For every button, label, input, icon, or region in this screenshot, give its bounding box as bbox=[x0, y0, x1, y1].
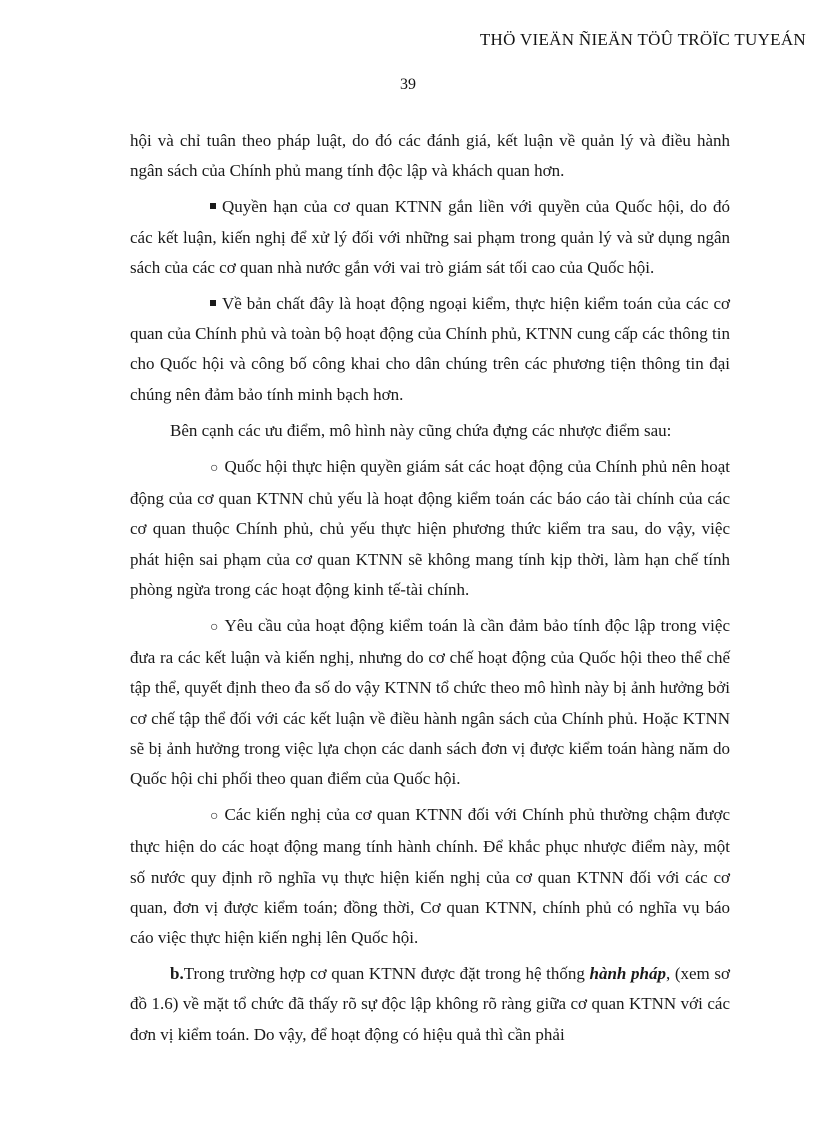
emphasis-text: hành pháp bbox=[589, 964, 666, 984]
square-bullet-icon bbox=[170, 192, 216, 222]
paragraph bbox=[130, 126, 730, 186]
bullet-paragraph bbox=[130, 452, 730, 605]
bullet-paragraph bbox=[130, 192, 730, 283]
section-paragraph bbox=[130, 959, 730, 1050]
circle-bullet-icon: ○ bbox=[210, 809, 219, 825]
paragraph-text: Trong trường hợp cơ quan KTNN được đặt trong hệ thống bbox=[183, 964, 590, 984]
bullet-paragraph bbox=[130, 800, 730, 953]
square-bullet-icon bbox=[170, 289, 216, 319]
document-body bbox=[130, 126, 730, 1056]
bullet-paragraph bbox=[130, 611, 730, 794]
circle-bullet-icon: ○ bbox=[210, 620, 219, 636]
paragraph-text: Quốc hội thực hiện quyền giám sát các hoạt động của Chính phủ nên hoạt động của cơ quan KTNN chủ yếu là hoạt động kiểm toán các báo cáo tài chính của các cơ quan thuộc Chính phủ, chủ yếu thực hiện phương thức kiểm tra sau, do vậy, việc phát hiện sai phạm của cơ quan KTNN sẽ không mang tính kịp thời, làm hạn chế tính phòng ngừa trong các hoạt động kinh tế-tài chính. bbox=[130, 457, 730, 599]
page-header: THÖ VIEÄN ÑIEÄN TÖÛ TRÖÏC TUYEÁN bbox=[479, 30, 806, 49]
section-label: b. bbox=[170, 964, 184, 984]
page-number: 39 bbox=[400, 76, 416, 93]
paragraph-text: Quyền hạn của cơ quan KTNN gắn liền với quyền của Quốc hội, do đó các kết luận, kiến nghị để xử lý đối với những sai phạm trong quản lý và sử dụng ngân sách của các cơ quan nhà nước gắn với vai trò giám sát tối cao của Quốc hội. bbox=[130, 197, 730, 277]
circle-bullet-icon: ○ bbox=[210, 461, 219, 477]
paragraph-text: hội và chỉ tuân theo pháp luật, do đó các đánh giá, kết luận về quản lý và điều hành ngân sách của Chính phủ mang tính độc lập và khách quan hơn. bbox=[130, 131, 730, 181]
paragraph-text: Về bản chất đây là hoạt động ngoại kiểm, thực hiện kiểm toán của các cơ quan của Chính phủ và toàn bộ hoạt động của Chính phủ, KTNN cung cấp các thông tin cho Quốc hội và công bố công khai cho dân chúng trên các phương tiện thông tin đại chúng nên đảm bảo tính minh bạch hơn. bbox=[130, 294, 730, 404]
paragraph-text: Các kiến nghị của cơ quan KTNN đối với Chính phủ thường chậm được thực hiện do các hoạt động mang tính hành chính. Để khắc phục nhược điểm này, một số nước quy định rõ nghĩa vụ thực hiện kiến nghị của cơ quan KTNN đối với các cơ quan, đơn vị được kiểm toán; đồng thời, Cơ quan KTNN, chính phủ có nghĩa vụ báo cáo việc thực hiện kiến nghị lên Quốc hội. bbox=[130, 805, 730, 948]
paragraph-text: Yêu cầu của hoạt động kiểm toán là cần đảm bảo tính độc lập trong việc đưa ra các kết luận và kiến nghị, nhưng do cơ chế hoạt động của Quốc hội theo thể chế tập thể, quyết định theo đa số do vậy KTNN tổ chức theo mô hình này bị ảnh hưởng bởi cơ chế tập thể đối với các kết luận về điều hành ngân sách của Chính phủ. Hoặc KTNN sẽ bị ảnh hưởng trong việc lựa chọn các danh sách đơn vị được kiểm toán hàng năm do Quốc hội chi phối theo quan điểm của Quốc hội. bbox=[130, 616, 730, 789]
paragraph-text: Bên cạnh các ưu điểm, mô hình này cũng chứa đựng các nhược điểm sau: bbox=[170, 420, 672, 440]
bullet-paragraph bbox=[130, 289, 730, 410]
paragraph-text: , (xem sơ đồ 1.6) về mặt tổ chức đã thấy rõ sự độc lập không rõ ràng giữa cơ quan KTNN với các đơn vị kiểm toán. Do vậy, để hoạt động có hiệu quả thì cần phải bbox=[130, 964, 730, 1044]
paragraph bbox=[130, 416, 730, 446]
